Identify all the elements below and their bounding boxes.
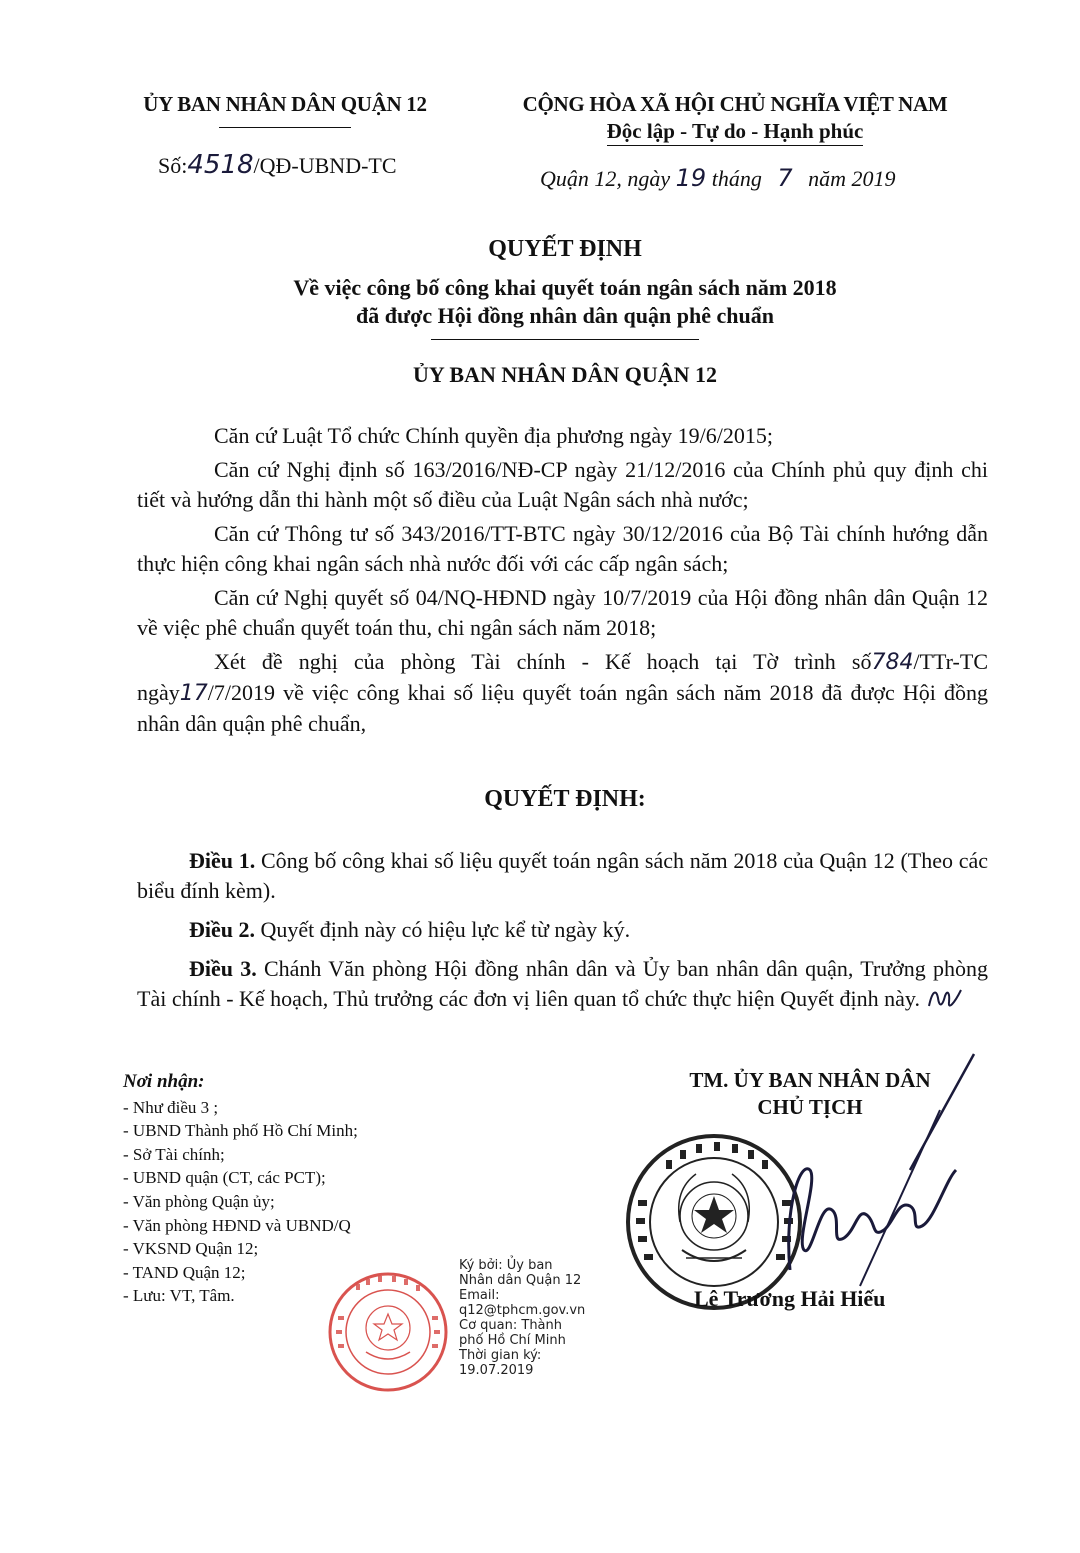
title-block [140, 236, 990, 388]
digsig-line: Nhân dân Quận 12 [459, 1273, 582, 1288]
document-number-suffix: /QĐ-UBND-TC [253, 153, 397, 178]
digital-seal-stamp [326, 1270, 450, 1394]
digsig-line: Email: [459, 1288, 500, 1303]
document-number [110, 150, 460, 180]
national-motto [490, 119, 980, 144]
issuer-name: ỦY BAN NHÂN DÂN QUẬN 12 [143, 92, 427, 116]
article-3-text: Chánh Văn phòng Hội đồng nhân dân và Ủy ban nhân dân quận, Trưởng phòng Tài chính - Kế hoạch, Thủ trưởng các đơn vị liên quan tổ chức thực hiện Quyết định này. [137, 956, 988, 1011]
document-number-prefix: Số: [158, 153, 188, 178]
chairman-signature [760, 1050, 990, 1300]
legal-basis-1: Căn cứ Luật Tổ chức Chính quyền địa phương ngày 19/6/2015; [214, 423, 774, 448]
consideration-text-1: Xét đề nghị của phòng Tài chính - Kế hoạch tại Tờ trình số [214, 649, 872, 674]
preamble [137, 421, 988, 743]
decision-heading: QUYẾT ĐỊNH: [484, 786, 646, 812]
document-type-title: QUYẾT ĐỊNH [488, 236, 642, 262]
subject-line-2: đã được Hội đồng nhân dân quận phê chuẩn [356, 303, 774, 328]
digsig-line: phố Hồ Chí Minh [459, 1333, 566, 1348]
recipient-item: - Văn phòng HĐND và UBND/Q [123, 1215, 351, 1235]
national-title: CỘNG HÒA XÃ HỘI CHỦ NGHĨA VIỆT NAM [522, 92, 948, 116]
recipient-item: - UBND Thành phố Hồ Chí Minh; [123, 1121, 358, 1141]
issuing-authority: ỦY BAN NHÂN DÂN QUẬN 12 [412, 362, 718, 387]
recipient-item: - Như điều 3 ; [123, 1097, 219, 1117]
digsig-line: 19.07.2019 [459, 1363, 534, 1378]
issuer-header [110, 92, 460, 180]
signature-title: CHỦ TỊCH [757, 1095, 863, 1119]
article-2 [137, 915, 988, 945]
digsig-line: q12@tphcm.gov.vn [459, 1303, 586, 1318]
date-month-handwritten: 7 [777, 164, 793, 192]
legal-basis-4: Căn cứ Nghị quyết số 04/NQ-HĐND ngày 10/7/2019 của Hội đồng nhân dân Quận 12 về việc phê chuẩn quyết toán thu, chi ngân sách năm 2018; [137, 585, 988, 640]
digsig-line: Cơ quan: Thành [459, 1318, 562, 1333]
submission-number-handwritten: 784 [871, 650, 914, 675]
digital-signature-info [459, 1258, 609, 1378]
digsig-line: Thời gian ký: [459, 1348, 542, 1363]
place-date [490, 164, 980, 192]
consideration-text-3: /7/2019 về việc công khai số liệu quyết toán ngân sách năm 2018 đã được Hội đồng nhân dân quận phê chuẩn, [137, 680, 988, 736]
articles [137, 846, 988, 1023]
article-3 [137, 954, 988, 1014]
consideration-paragraph [137, 647, 988, 739]
recipient-item: - TAND Quận 12; [123, 1262, 246, 1282]
signer-name: Lê Trương Hải Hiếu [694, 1286, 886, 1311]
article-1-label: Điều 1. [189, 848, 256, 873]
signature-authority: TM. ỦY BAN NHÂN DÂN [689, 1068, 931, 1092]
national-header [490, 92, 980, 192]
submission-day-handwritten: 17 [179, 681, 208, 706]
recipient-item: - VKSND Quận 12; [123, 1239, 259, 1259]
date-day-handwritten: 19 [675, 164, 707, 192]
recipient-item: - Văn phòng Quận ủy; [123, 1191, 275, 1211]
recipient-item: - Sở Tài chính; [123, 1144, 225, 1164]
consideration-text-2: /TTr-TC ngày [137, 649, 988, 705]
article-1-text: Công bố công khai số liệu quyết toán ngân sách năm 2018 của Quận 12 (Theo các biểu đính kèm). [137, 848, 989, 903]
legal-basis-3: Căn cứ Thông tư số 343/2016/TT-BTC ngày 30/12/2016 của Bộ Tài chính hướng dẫn thực hiện công khai ngân sách nhà nước đối với các cấp ngân sách; [137, 521, 988, 576]
recipient-item: - UBND quận (CT, các PCT); [123, 1168, 326, 1188]
article-3-label: Điều 3. [189, 956, 257, 981]
issuer-underline [219, 127, 351, 128]
initial-mark [926, 984, 964, 1014]
document-number-handwritten: 4518 [187, 150, 254, 180]
national-motto-text: Độc lập - Tự do - Hạnh phúc [607, 119, 864, 146]
digsig-line: Ký bởi: Ủy ban [459, 1258, 553, 1273]
recipient-item: - Lưu: VT, Tâm. [123, 1286, 235, 1306]
legal-basis-2: Căn cứ Nghị định số 163/2016/NĐ-CP ngày 21/12/2016 của Chính phủ quy định chi tiết và hướng dẫn thi hành một số điều của Luật Ngân sách nhà nước; [137, 457, 988, 512]
recipients-heading: Nơi nhận: [123, 1071, 205, 1092]
place-date-prefix: Quận 12, ngày [540, 166, 671, 191]
subject-line-1: Về việc công bố công khai quyết toán ngân sách năm 2018 [293, 275, 837, 300]
date-month-word: tháng [711, 166, 762, 191]
title-underline [431, 339, 699, 340]
date-year: năm 2019 [808, 166, 896, 191]
article-2-label: Điều 2. [189, 917, 255, 942]
article-2-text: Quyết định này có hiệu lực kể từ ngày ký. [255, 917, 631, 942]
article-1 [137, 846, 988, 906]
